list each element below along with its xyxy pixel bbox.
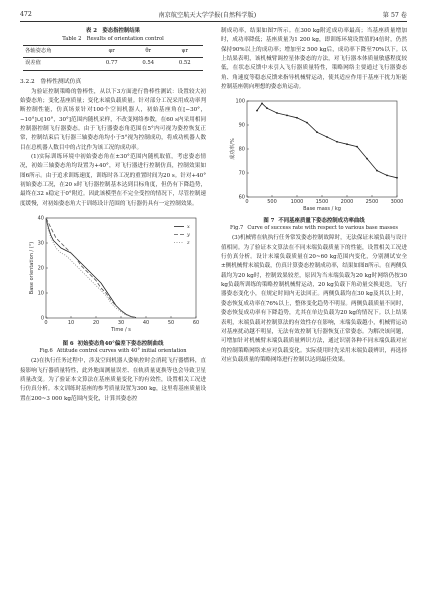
- figure-6-label-cn: 图 6: [62, 341, 74, 348]
- table-title-en: Table 2 Results of orientation control: [62, 36, 164, 42]
- left-column: [20, 27, 206, 404]
- data-point: [356, 146, 358, 148]
- data-point: [336, 141, 338, 143]
- figure-7-label-cn: 图 7: [263, 218, 275, 225]
- x-tick-label: 30: [117, 320, 125, 327]
- figure-7-title-cn: 不同基座质量下姿态控制成功率曲线: [278, 218, 365, 225]
- table-header-cell: φr: [93, 46, 130, 58]
- data-point: [261, 103, 263, 105]
- right-column: [221, 27, 407, 365]
- volume-label: 第 57 卷: [382, 11, 407, 19]
- y-axis-label: 成功率/%: [230, 138, 236, 161]
- table-header-cell: θr: [130, 46, 167, 58]
- series-line: [257, 104, 397, 178]
- series-line: [46, 218, 136, 318]
- x-tick-label: 60: [192, 320, 200, 327]
- y-tick-label: 10: [37, 290, 44, 297]
- x-tick-label: 0: [44, 320, 48, 327]
- y-tick-label: 40: [37, 215, 44, 222]
- table-row-label: 误差值: [23, 58, 93, 70]
- figure-7: [221, 95, 407, 232]
- data-point: [366, 158, 368, 160]
- figure-7-label-en: Fig.7: [230, 225, 244, 232]
- x-tick-label: 3000: [390, 199, 404, 206]
- success-rate-chart: [221, 95, 407, 217]
- x-tick-label: 20: [92, 320, 100, 327]
- body-paragraph: (2)在执行任务过程中，涉及空间机器人姿轨控时会消耗飞行器燃料，直接影响飞行器质量特性，此外地面测量误差、在轨质量更换等也会导致卫星质量改变。为了验证本文算法在基座质量变化下的有效性，设置相关工况进行仿真分析。本文训练时基座的参考质量设置为300 kg，这里将基座质量设置在200~3 000 kg范围内变化，计算其姿态控: [20, 358, 206, 402]
- figure-7-caption-cn: [221, 217, 407, 225]
- table-cell: 0.54: [130, 58, 167, 70]
- data-point: [326, 137, 328, 139]
- y-tick-label: 0: [40, 315, 44, 322]
- y-tick-label: 60: [238, 195, 245, 202]
- figure-6-caption-cn: [20, 340, 206, 348]
- table-header-cell: ψr: [166, 46, 203, 58]
- data-point: [306, 122, 308, 124]
- figure-7-title-en: Curve of success rate with respect to various base masses: [247, 225, 398, 232]
- body-paragraph: 为验证控制策略的鲁棒性，从以下3方面进行鲁棒性测试：设置较大初始姿态角；变化基座质量；变化末端负载质量。针对部分工况采用成功率判断控制性能，仿真场景针对100个空间机器人，初始基座角在[−30°，−10°]∪[10°，30°]范围内随机采样，不改变网络参数，在60 s内采用相同控制器控制飞行器姿态。由于飞行器姿态角范围在5°内可视为姿控恢复正常，控制结束后飞行器三轴姿态角均小于5°视为控制成功，将成功机器人数目在总机器人数目中的占比作为该工况的成功率。: [20, 88, 206, 151]
- series-line: [46, 218, 136, 318]
- table-cell: 0.52: [166, 58, 203, 70]
- figure-7-caption-en: [221, 225, 407, 232]
- figure-6-title-en: Attitude control curves with 40° initial orientation: [56, 348, 187, 355]
- orientation-table: [23, 45, 203, 71]
- y-axis-label: Base orientation / (°): [29, 241, 35, 295]
- page-header: [20, 8, 407, 20]
- figure-6: [20, 212, 206, 355]
- x-tick-label: 0: [245, 199, 249, 206]
- legend-label: x: [187, 224, 190, 231]
- x-tick-label: 50: [167, 320, 175, 327]
- table-header-cell: 各轴姿态角: [23, 46, 93, 58]
- journal-title: 南京航空航天大学学报(自然科学版): [158, 11, 257, 19]
- page-number: 472: [20, 10, 32, 18]
- table-cell: 0.77: [93, 58, 130, 70]
- data-point: [286, 115, 288, 117]
- section-heading: 3.2.2 鲁棒性测试仿真: [20, 78, 82, 85]
- data-point: [266, 108, 268, 110]
- plot-frame: [46, 218, 196, 318]
- y-tick-label: 70: [238, 171, 245, 178]
- body-paragraph: (3)机械臂在轨执行任务常发姿态控制故障时，无法保证末端负载与设计值相同。为了验证本文算法在不同末端负载质量下的性能，设置相关工况进行仿真分析。设计末端负载质量在20~60 kg范围内变化，分别测试安全±侧机械臂末端负载，仿真计算姿态控制成功率，结果如图8所示。在两侧负载均为20 kg时，控制效果较差，原因为当末端负载为20 kg时网络仍按30 kg负载所训练的策略控制机械臂运动，20 kg负载下角动量交换更迭，飞行器姿态变化小，在规定时间内无法回正。两侧负载均在30 kg及其以上时，姿态恢复成功率在76%以上，整体变化趋势不明显。两侧负载质量不同时，姿态恢复成功率有下降趋势，尤其在单边负载为20 kg的情况下。以上结果表明，末端负载对控制算法的有效性存在影响，末端负载越小，机械臂运动对基座扰动越不明显，无法有效控制飞行器恢复正常姿态。为解决该问题，可增加针对机械臂末端负载质量辨识方法，通过识别各种不同末端负载对应的控制策略网络来应对负载变化。实际使用时先采用末端负载辨识，再选择对应负载质量的策略网络进行控制以达到最佳效果。: [221, 235, 407, 363]
- x-tick-label: 500: [267, 199, 277, 206]
- attitude-control-chart: [20, 212, 206, 340]
- plot-frame: [247, 101, 397, 197]
- data-point: [296, 117, 298, 119]
- figure-6-title-cn: 初始姿态角40°偏差下姿态控制曲线: [77, 341, 164, 348]
- x-axis-label: Base mass / kg: [303, 206, 341, 213]
- x-tick-label: 2500: [365, 199, 379, 206]
- x-tick-label: 1500: [315, 199, 329, 206]
- legend-label: z: [187, 240, 190, 247]
- y-tick-label: 80: [238, 147, 245, 154]
- x-tick-label: 10: [67, 320, 75, 327]
- body-paragraph: 制成功率，结果如图7所示。在300 kg附近成功率最高；当基座质量增加时，成功率降低；基座质量为1 200 kg，即训练环境设置值的4倍时，仍然保持90%以上的成功率；增加至2 500 kg后，成功率下降至70%以下。以上结果表明，该机械臂调控星体姿态的方法，对飞行器本体质量敏感程度较低，在状态反馈中未引入飞行器质量特性，策略网络主要通过飞行器姿态角、角速度等稳态反馈来指导机械臂运动，使其适应作用于基座干扰力矩能控制基座朝向理想的姿态角运动。: [221, 28, 407, 91]
- figure-6-label-en: Fig.6: [39, 348, 53, 355]
- y-tick-label: 100: [235, 99, 245, 106]
- body-paragraph: (1)实际训练环境中初始姿态角在±30°范围内随机取值，考虑姿态情况，初始三轴姿态角均设置为+40°，对飞行器进行控制仿真，控制效果如图6所示。由于追求训练速度，训练时各工况的重置时间为20 s。针对+40°初始姿态工况，在20 s时飞行器控制基本达到目标角度，但仍有下降趋势，最终在32 s稳定于0°附近。因此该模型在不完全受控的情况下，尽管控制速度缓慢，对初始姿态角大于训练设计范围的飞行器仍具有一定控制效果。: [20, 154, 206, 207]
- x-axis-label: Time / s: [111, 327, 131, 334]
- y-tick-label: 90: [238, 123, 245, 130]
- table-row: [23, 58, 203, 70]
- data-point: [316, 132, 318, 134]
- legend-label: y: [187, 232, 190, 239]
- table-header-row: [23, 46, 203, 58]
- data-point: [386, 175, 388, 177]
- series-line: [46, 218, 136, 318]
- y-tick-label: 30: [37, 240, 44, 247]
- figure-6-caption-en: [20, 348, 206, 355]
- data-point: [276, 113, 278, 115]
- data-point: [346, 144, 348, 146]
- table-title-cn: 表 2 姿态指控制结果: [85, 28, 141, 34]
- data-point: [396, 177, 398, 179]
- x-tick-label: 40: [142, 320, 150, 327]
- header-rule: [20, 21, 407, 22]
- x-tick-label: 2000: [340, 199, 354, 206]
- data-point: [376, 170, 378, 172]
- x-tick-label: 1000: [290, 199, 304, 206]
- y-tick-label: 20: [37, 265, 44, 272]
- data-point: [256, 110, 258, 112]
